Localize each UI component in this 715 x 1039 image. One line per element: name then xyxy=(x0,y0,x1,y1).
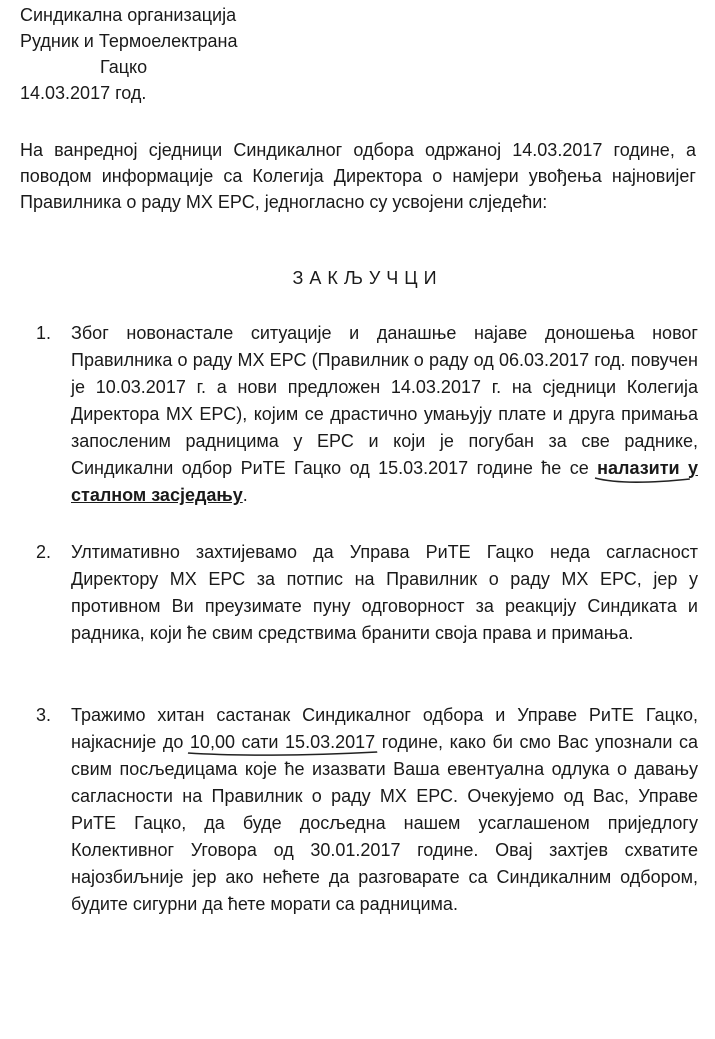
conclusion-item-2 xyxy=(36,539,698,647)
handwritten-underline-mark xyxy=(597,458,688,478)
organization-subtitle: Рудник и Термоелектрана xyxy=(20,31,238,51)
sender-block xyxy=(20,2,237,106)
intro-paragraph: На ванредној сједници Синдикалног одбора одржаној 14.03.2017 године, а поводом информације са Колегија Директора о намјери увођења најновијег Правилника о раду МХ ЕРС, једногласно су усвојени слједећи: xyxy=(20,140,696,212)
conclusion-item-1 xyxy=(36,320,698,509)
organization-location: Гацко xyxy=(100,57,148,77)
item-text-part: године, како би смо Вас упознали са свим посљедицама које ће изазвати Ваша евентуална одлука о давању сагласности на Правилник о раду МХ ЕРС. Очекујемо од Вас, Управе РиТЕ Гацко, да буде досљедна нашем усаглашеном приједлогу Колективног Уговора од 30.01.2017 године. Овај захтјев схватите најозбиљније јер ако нећете да разговарате са Синдикалним одбором, будите сигурни да ћете морати са радницима. xyxy=(71,732,698,914)
handwritten-underline-mark xyxy=(190,732,375,752)
pen-underline xyxy=(188,749,377,759)
conclusions-heading: ЗАКЉУЧЦИ xyxy=(292,268,443,288)
item-text-part: Тражимо хитан састанак Синдикалног одбора и Управе РиТЕ Гацко, најкасније до xyxy=(71,705,698,752)
item-number: 2. xyxy=(36,542,52,562)
item-text-emphasis: у сталном засједању xyxy=(71,458,698,505)
item-text-part: . xyxy=(242,485,248,505)
item-text: Ултимативно захтијевамо да Управа РиТЕ Гацко неда сагласност Директору МХ ЕРС за потпис на Правилник о раду МХ ЕРС, јер у противном Ви преузимате пуну одговорност за реакцију Синдиката и радника, који ће свим средствима бранити своја права и примања. xyxy=(71,542,698,643)
item-text xyxy=(71,702,698,918)
conclusion-item-3 xyxy=(36,702,698,918)
item-text-part: Због новонастале ситуације и данашње најаве доношења новог Правилника о раду МХ ЕРС (Правилник о раду од 06.03.2017 год. повучен је 10.03.2017 г. а нови предложен 14.03.2017 г. на сједници Колегија Директора МХ ЕРС), којим се драстично умањују плате и друга примања запосленим радницима у ЕРС и који је погубан за све раднике, Синдикални одбор РиТЕ Гацко од 15.03.2017 године ће се xyxy=(71,323,698,478)
item-text xyxy=(71,320,698,509)
item-text-emphasis: 10,00 сати 15.03.2017 xyxy=(189,732,376,752)
item-text-part: налазити xyxy=(597,458,688,478)
document-date: 14.03.2017 год. xyxy=(20,83,147,103)
pen-underline xyxy=(595,475,690,485)
organization-name: Синдикална организација xyxy=(20,5,237,25)
item-number: 1. xyxy=(36,323,52,343)
item-number: 3. xyxy=(36,705,52,725)
